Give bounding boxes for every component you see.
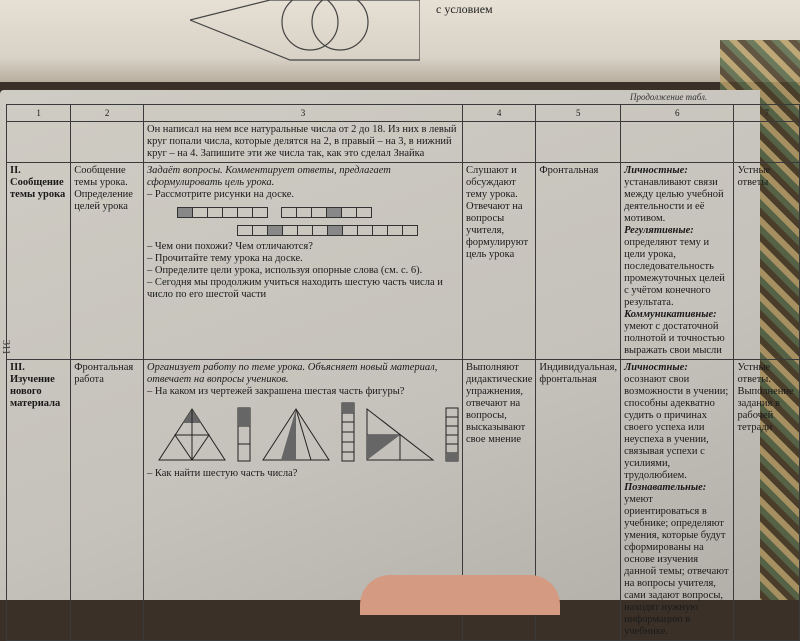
header-row	[7, 105, 800, 122]
control-form: Устные ответы	[734, 163, 800, 360]
control-form: Устные ответы. Выполнение задания в рабочей тетради	[734, 360, 800, 641]
activity-line: – Как найти шестую часть числа?	[146, 468, 298, 479]
activity-line: – Рассмотрите рисунки на доске.	[146, 189, 295, 200]
stage-title: III. Изучение нового материала	[7, 360, 71, 641]
student-activity: Выполняют дидактические упражнения, отвечают на вопросы, высказывают свое мнение	[462, 360, 535, 641]
header-cell: 5	[536, 105, 621, 122]
triangle-figure	[157, 407, 227, 462]
header-cell: 4	[462, 105, 535, 122]
triangle-figure	[365, 407, 435, 462]
header-cell: 7	[734, 105, 800, 122]
figures-image	[157, 402, 459, 462]
activity-line: – На каком из чертежей закрашена шестая часть фигуры?	[146, 386, 405, 397]
header-cell: 3	[143, 105, 462, 122]
task-text: Он написал на нем все натуральные числа от 2 до 18. Из них в левый круг попали числа, которые делятся на 2, в правый – на 3, в нижний круг – на 4. Запишите эти же числа так, как это сделал Знайка	[143, 122, 462, 163]
bar-diagram	[281, 207, 372, 218]
page-number: 311	[0, 340, 11, 355]
work-form: Индивидуальная, фронтальная	[536, 360, 621, 641]
stage-title: II. Сообщение темы урока	[7, 163, 71, 360]
venn-diagram-image	[190, 0, 420, 70]
learning-outcomes: Личностные: устанавливают связи между целью учебной деятельности и её мотивом. Регулятивные: определяют тему и цели урока, последовательность промежуточных целей с учётом конечного результата. Коммуникативные: умеют с достаточной полнотой и точностью выражать свои мысли	[621, 163, 734, 360]
continuation-label: Продолжение табл.	[630, 92, 708, 102]
header-cell: 2	[71, 105, 144, 122]
column-figure	[237, 407, 251, 462]
activity-line: – Чем они похожи? Чем отличаются?	[146, 241, 313, 252]
stage-content: Сообщение темы урока. Определение целей урока	[71, 163, 144, 360]
activity-line: – Прочитайте тему урока на доске.	[146, 253, 303, 264]
stage-content: Фронтальная работа	[71, 360, 144, 641]
lesson-table	[6, 104, 800, 641]
learning-outcomes: Личностные: осознают свои возможности в учении; способны адекватно судить о причинах своего успеха или неуспеха в учении, связывая успехи с усилиями, трудолюбием. Познавательные: умеют ориентироваться в учебнике; определяют умения, которые будут сформированы на основе изучения данной темы; отвечают на вопросы учителя, сами задают вопросы, находят нужную информацию в учебнике.	[621, 360, 734, 641]
student-activity: Слушают и обсуждают тему урока. Отвечают на вопросы учителя, формулируют цель урока	[462, 163, 535, 360]
header-cell: 6	[621, 105, 734, 122]
table-row	[7, 163, 800, 360]
upper-page	[0, 0, 800, 82]
activity-intro: Задаёт вопросы. Комментирует ответы, предлагает сформулировать цель урока.	[146, 165, 391, 188]
activity-line: – Определите цели урока, используя опорные слова (см. с. 6).	[146, 265, 423, 276]
column-figure	[341, 402, 355, 462]
column-figure	[445, 407, 459, 462]
work-form: Фронтальная	[536, 163, 621, 360]
segment-bars-image	[147, 207, 459, 237]
bar-diagram	[237, 225, 418, 236]
triangle-figure	[261, 407, 331, 462]
activity-intro: Организует работу по теме урока. Объясняет новый материал, отвечает на вопросы учеников.	[146, 362, 438, 385]
hand-image	[360, 575, 560, 615]
teacher-activity	[143, 163, 462, 360]
activity-line: – Сегодня мы продолжим учиться находить шестую часть числа и число по его шестой части	[146, 277, 443, 300]
bar-diagram	[177, 207, 268, 218]
table-row	[7, 122, 800, 163]
upper-note: с условием	[436, 2, 493, 16]
header-cell: 1	[7, 105, 71, 122]
